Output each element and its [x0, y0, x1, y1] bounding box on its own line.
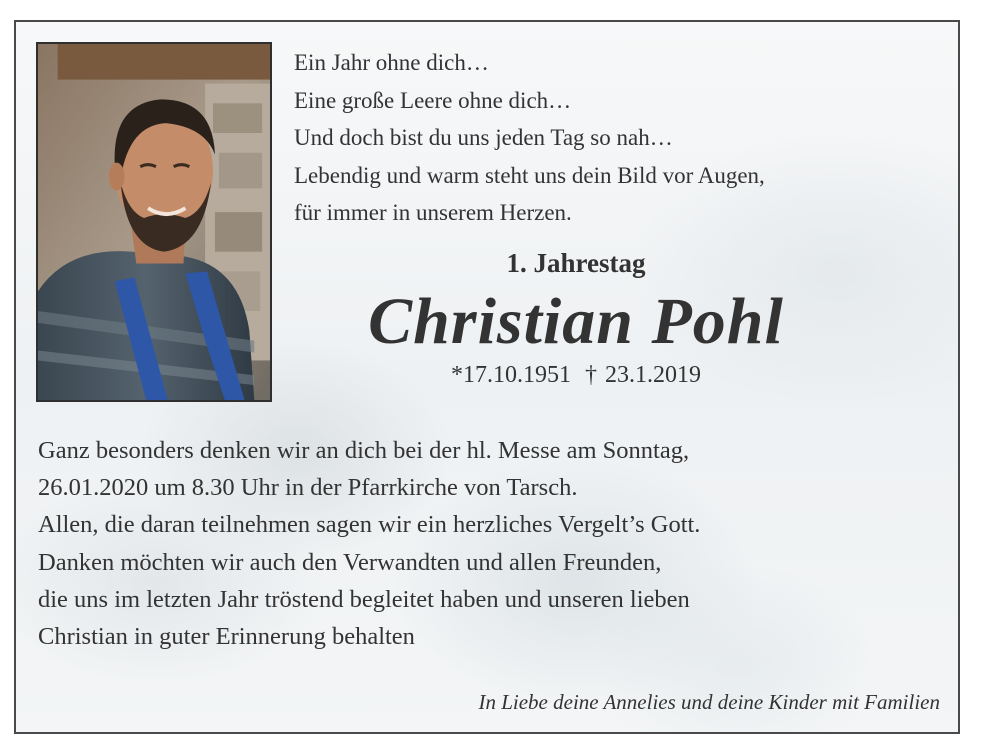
deceased-name: Christian Pohl: [368, 285, 784, 358]
poem-line: Eine große Leere ohne dich…: [294, 87, 572, 113]
death-date: † 23.1.2019: [585, 362, 701, 388]
life-dates: [316, 362, 836, 389]
poem: [294, 44, 944, 232]
obituary-card: [14, 20, 960, 734]
message-line: Christian in guter Erinnerung behalten: [38, 623, 415, 651]
poem-line: Ein Jahr ohne dich…: [294, 50, 489, 75]
birth-date: *17.10.1951: [451, 362, 571, 388]
message-line: die uns im letzten Jahr tröstend begleitet haben und unseren lieben: [38, 585, 690, 613]
message-line: Allen, die daran teilnehmen sagen wir ein herzliches Vergelt’s Gott.: [38, 511, 701, 539]
portrait-image: [38, 44, 270, 400]
poem-line: für immer in unserem Herzen.: [294, 200, 572, 225]
memorial-message: [38, 432, 938, 655]
signature: In Liebe deine Annelies und deine Kinder mit Familien: [478, 690, 940, 714]
message-line: 26.01.2020 um 8.30 Uhr in der Pfarrkirche von Tarsch.: [38, 474, 578, 502]
portrait-photo: [36, 42, 272, 402]
anniversary-heading: 1. Jahrestag: [506, 248, 646, 278]
message-line: Ganz besonders denken wir an dich bei der hl. Messe am Sonntag,: [38, 437, 690, 464]
poem-line: Und doch bist du uns jeden Tag so nah…: [294, 125, 673, 150]
poem-line: Lebendig und warm steht uns dein Bild vor Augen,: [294, 162, 765, 188]
message-line: Danken möchten wir auch den Verwandten und allen Freunden,: [38, 548, 662, 576]
